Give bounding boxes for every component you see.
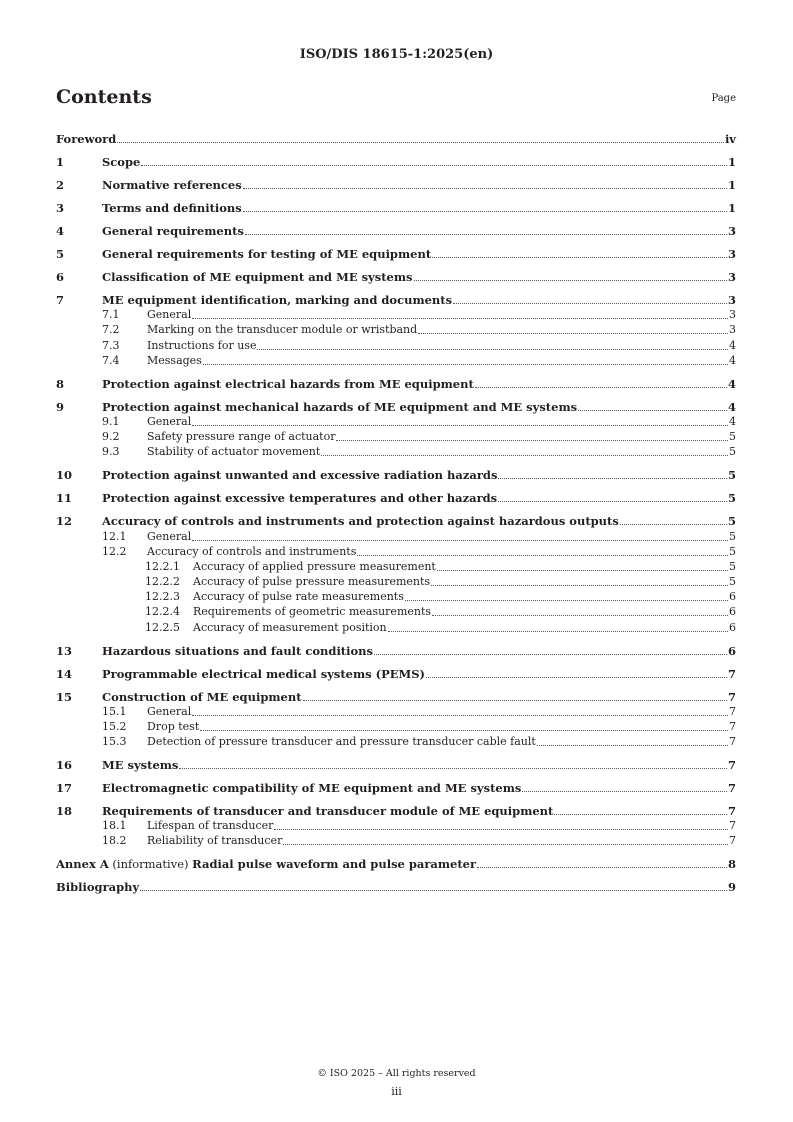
toc-entry[interactable]	[56, 222, 736, 237]
page-title: Contents	[56, 86, 152, 108]
toc-entry-number: 7.4	[102, 353, 120, 367]
toc-entry-number: 13	[56, 643, 73, 658]
toc-entry-page: 4	[729, 414, 736, 428]
toc-entry[interactable]	[56, 718, 736, 733]
dot-leader	[200, 730, 728, 731]
dot-leader	[374, 654, 727, 655]
toc-entry[interactable]	[56, 512, 736, 527]
toc-entry-title: Accuracy of pulse rate measurements	[193, 590, 404, 604]
toc-entry-title: General	[147, 308, 192, 322]
toc-entry-page: 7	[729, 719, 736, 733]
toc-entry-title: Protection against unwanted and excessive radiation hazards	[102, 468, 498, 483]
toc-entry[interactable]	[56, 733, 736, 748]
toc-entry-number: 16	[56, 758, 73, 773]
toc-entry[interactable]	[56, 855, 736, 870]
toc-entry-title: ME equipment identification, marking and documents	[102, 293, 453, 308]
toc-entry-title: ME systems	[102, 758, 179, 773]
toc-entry-number: 11	[56, 491, 73, 506]
dot-leader	[141, 165, 727, 166]
toc-entry-number: 18.2	[102, 834, 127, 848]
toc-entry-page: 9	[727, 880, 736, 895]
dot-leader	[179, 768, 727, 769]
dot-leader	[303, 700, 727, 701]
toc-entry[interactable]	[56, 466, 736, 481]
dot-leader	[192, 318, 728, 319]
dot-leader	[203, 364, 728, 365]
dot-leader	[498, 478, 727, 479]
toc-entry-title: General	[147, 414, 192, 428]
toc-entry-number: 12.2.4	[145, 605, 180, 619]
toc-entry-page: 6	[729, 605, 736, 619]
toc-entry-number: 7.1	[102, 308, 120, 322]
dot-leader	[357, 555, 728, 556]
toc-entry-page: 3	[727, 247, 736, 262]
toc-entry-number: 12.1	[102, 529, 127, 543]
toc-entry-title: Drop test	[147, 719, 200, 733]
toc-entry-page: 5	[729, 559, 736, 573]
dot-leader	[475, 387, 727, 388]
toc-entry-number: 17	[56, 781, 73, 796]
toc-entry[interactable]	[56, 641, 736, 656]
toc-entry[interactable]	[56, 413, 736, 428]
toc-entry-page: 4	[729, 338, 736, 352]
toc-entry-number: 4	[56, 224, 65, 239]
toc-entry[interactable]	[56, 321, 736, 336]
toc-entry-page: 3	[729, 323, 736, 337]
dot-leader	[243, 188, 727, 189]
dot-leader	[192, 715, 728, 716]
dot-leader	[283, 844, 728, 845]
toc-entry-title: Messages	[147, 353, 202, 367]
toc-entry[interactable]	[56, 398, 736, 413]
toc-entry[interactable]	[56, 245, 736, 260]
toc-entry-number: 6	[56, 270, 65, 285]
toc-entry-number: 18.1	[102, 819, 127, 833]
toc-entry-number: 15	[56, 689, 73, 704]
toc-entry-title	[56, 858, 476, 870]
toc-entry[interactable]	[56, 428, 736, 443]
dot-leader	[192, 425, 728, 426]
page-column-label: Page	[711, 93, 736, 104]
toc-entry-number: 14	[56, 666, 73, 681]
dot-leader	[140, 890, 727, 891]
toc-entry-number: 7.3	[102, 338, 120, 352]
dot-leader	[117, 142, 724, 143]
toc-entry-page: 7	[729, 834, 736, 848]
dot-leader	[554, 814, 727, 815]
toc-entry[interactable]	[56, 703, 736, 718]
toc-entry-page: 7	[729, 704, 736, 718]
toc-entry-title: Protection against mechanical hazards of ME equipment and ME systems	[102, 399, 578, 414]
annex-title: Radial pulse waveform and pulse parameter	[192, 857, 477, 872]
dot-leader	[431, 585, 728, 586]
copyright-notice: © ISO 2025 – All rights reserved	[317, 1068, 476, 1079]
toc-entry-page: 3	[727, 270, 736, 285]
toc-entry[interactable]	[56, 878, 736, 893]
toc-entry-title: Instructions for use	[147, 338, 257, 352]
toc-entry-page: 3	[727, 293, 736, 308]
dot-leader	[477, 867, 727, 868]
toc-entry[interactable]	[56, 687, 736, 702]
toc-entry[interactable]	[56, 756, 736, 771]
toc-entry-number: 7	[56, 293, 65, 308]
toc-entry-number: 15.1	[102, 704, 127, 718]
dot-leader	[432, 615, 728, 616]
toc-entry[interactable]	[56, 618, 736, 633]
dot-leader	[437, 570, 728, 571]
toc-entry-number: 12.2.5	[145, 620, 180, 634]
toc-entry-page: 5	[727, 491, 736, 506]
toc-entry-page: 7	[727, 689, 736, 704]
toc-entry[interactable]	[56, 268, 736, 283]
toc-entry-number: 12.2.1	[145, 559, 180, 573]
toc-entry[interactable]	[56, 489, 736, 504]
toc-entry-page: 7	[729, 735, 736, 749]
annex-label: Annex A	[56, 857, 109, 872]
toc-entry-number: 9.2	[102, 430, 120, 444]
toc-entry-title: Accuracy of controls and instruments and protection against hazardous outputs	[102, 514, 619, 529]
toc-entry-page: 5	[729, 430, 736, 444]
toc-entry-title: Programmable electrical medical systems (PEMS)	[102, 666, 425, 681]
dot-leader	[388, 631, 728, 632]
toc-entry-page: 1	[727, 178, 736, 193]
toc-entry-page: 5	[729, 544, 736, 558]
toc-entry-title: General requirements	[102, 224, 244, 239]
toc-entry-title: Accuracy of controls and instruments	[147, 544, 357, 558]
dot-leader	[414, 280, 727, 281]
toc-entry-page: 1	[727, 155, 736, 170]
toc-entry[interactable]	[56, 802, 736, 817]
toc-entry-title: Accuracy of applied pressure measurement	[193, 559, 436, 573]
toc-entry[interactable]	[56, 176, 736, 191]
toc-entry[interactable]	[56, 664, 736, 679]
toc-entry-title: Requirements of geometric measurements	[193, 605, 432, 619]
table-of-contents	[56, 130, 736, 893]
annex-type: (informative)	[108, 857, 193, 872]
toc-entry[interactable]	[56, 527, 736, 542]
toc-entry-title: Hazardous situations and fault conditions	[102, 643, 373, 658]
toc-entry-page: 5	[729, 445, 736, 459]
dot-leader	[453, 303, 727, 304]
toc-entry[interactable]	[56, 573, 736, 588]
toc-entry-number: 5	[56, 247, 65, 262]
toc-entry-page: 6	[729, 590, 736, 604]
dot-leader	[245, 234, 727, 235]
toc-entry[interactable]	[56, 130, 736, 145]
toc-entry-title: Scope	[102, 155, 141, 170]
toc-entry-title: Protection against electrical hazards from ME equipment	[102, 376, 474, 391]
toc-entry-number: 7.2	[102, 323, 120, 337]
toc-entry[interactable]	[56, 832, 736, 847]
toc-entry-title: General requirements for testing of ME equipment	[102, 247, 432, 262]
dot-leader	[426, 677, 727, 678]
toc-entry-title: Safety pressure range of actuator	[147, 430, 336, 444]
toc-entry-number: 10	[56, 468, 73, 483]
toc-entry-title: Bibliography	[56, 880, 140, 895]
toc-entry-page: 5	[727, 514, 736, 529]
toc-entry[interactable]	[56, 543, 736, 558]
toc-entry-number: 3	[56, 201, 65, 216]
toc-entry-page: 4	[727, 399, 736, 414]
toc-entry-page: 7	[729, 819, 736, 833]
dot-leader	[432, 257, 727, 258]
toc-entry-number: 18	[56, 804, 73, 819]
dot-leader	[537, 745, 728, 746]
dot-leader	[336, 440, 728, 441]
toc-entry-page: 6	[727, 643, 736, 658]
toc-entry-page: 8	[727, 857, 736, 872]
toc-entry-title: General	[147, 529, 192, 543]
toc-entry[interactable]	[56, 817, 736, 832]
toc-entry[interactable]	[56, 588, 736, 603]
toc-entry-title: Foreword	[56, 132, 117, 147]
document-id-header: ISO/DIS 18615-1:2025(en)	[299, 47, 494, 62]
toc-entry-title: Marking on the transducer module or wristband	[147, 323, 418, 337]
toc-entry-number: 2	[56, 178, 65, 193]
toc-entry[interactable]	[56, 779, 736, 794]
toc-entry-number: 9	[56, 399, 65, 414]
toc-entry-title: Lifespan of transducer	[147, 819, 274, 833]
toc-entry-page: 7	[727, 781, 736, 796]
dot-leader	[498, 501, 727, 502]
toc-entry-page: 4	[729, 353, 736, 367]
toc-entry-number: 8	[56, 376, 65, 391]
dot-leader	[620, 524, 727, 525]
toc-entry[interactable]	[56, 375, 736, 390]
toc-entry-number: 9.3	[102, 445, 120, 459]
toc-entry-title: Normative references	[102, 178, 242, 193]
toc-entry-title: Stability of actuator movement	[147, 445, 321, 459]
toc-entry-title: Accuracy of measurement position	[193, 620, 387, 634]
toc-entry-number: 12.2	[102, 544, 127, 558]
toc-entry-number: 15.2	[102, 719, 127, 733]
dot-leader	[578, 410, 727, 411]
toc-entry-title: General	[147, 704, 192, 718]
toc-entry-page: 3	[729, 308, 736, 322]
toc-entry[interactable]	[56, 153, 736, 168]
dot-leader	[522, 791, 727, 792]
page-number: iii	[391, 1085, 402, 1098]
toc-entry[interactable]	[56, 336, 736, 351]
toc-entry[interactable]	[56, 291, 736, 306]
toc-entry-page: 5	[729, 529, 736, 543]
dot-leader	[418, 333, 728, 334]
toc-entry-page: 3	[727, 224, 736, 239]
toc-entry-number: 12.2.2	[145, 575, 180, 589]
toc-entry-number: 9.1	[102, 414, 120, 428]
toc-entry-page: 7	[727, 666, 736, 681]
toc-entry-number: 12	[56, 514, 73, 529]
toc-entry-title: Reliability of transducer	[147, 834, 283, 848]
toc-entry-page: iv	[724, 132, 736, 147]
toc-entry[interactable]	[56, 558, 736, 573]
toc-entry-title: Construction of ME equipment	[102, 689, 302, 704]
toc-entry-title: Terms and definitions	[102, 201, 242, 216]
toc-entry-number: 12.2.3	[145, 590, 180, 604]
dot-leader	[243, 211, 727, 212]
dot-leader	[192, 540, 728, 541]
toc-entry-title: Protection against excessive temperatures and other hazards	[102, 491, 498, 506]
toc-entry-page: 6	[729, 620, 736, 634]
toc-entry-page: 1	[727, 201, 736, 216]
toc-entry-number: 1	[56, 155, 65, 170]
toc-entry[interactable]	[56, 352, 736, 367]
toc-entry-title: Requirements of transducer and transducer module of ME equipment	[102, 804, 554, 819]
toc-entry-page: 5	[727, 468, 736, 483]
toc-entry-title: Electromagnetic compatibility of ME equipment and ME systems	[102, 781, 522, 796]
dot-leader	[257, 349, 728, 350]
dot-leader	[321, 455, 728, 456]
toc-entry[interactable]	[56, 306, 736, 321]
dot-leader	[405, 600, 728, 601]
toc-entry-page: 4	[727, 376, 736, 391]
toc-entry[interactable]	[56, 603, 736, 618]
toc-entry-title: Detection of pressure transducer and pressure transducer cable fault	[147, 735, 536, 749]
toc-entry[interactable]	[56, 443, 736, 458]
toc-entry-number: 15.3	[102, 735, 127, 749]
toc-entry-page: 7	[727, 804, 736, 819]
toc-entry[interactable]	[56, 199, 736, 214]
toc-entry-page: 7	[727, 758, 736, 773]
toc-entry-title: Accuracy of pulse pressure measurements	[193, 575, 431, 589]
toc-entry-title: Classification of ME equipment and ME systems	[102, 270, 413, 285]
dot-leader	[274, 829, 728, 830]
toc-entry-page: 5	[729, 575, 736, 589]
